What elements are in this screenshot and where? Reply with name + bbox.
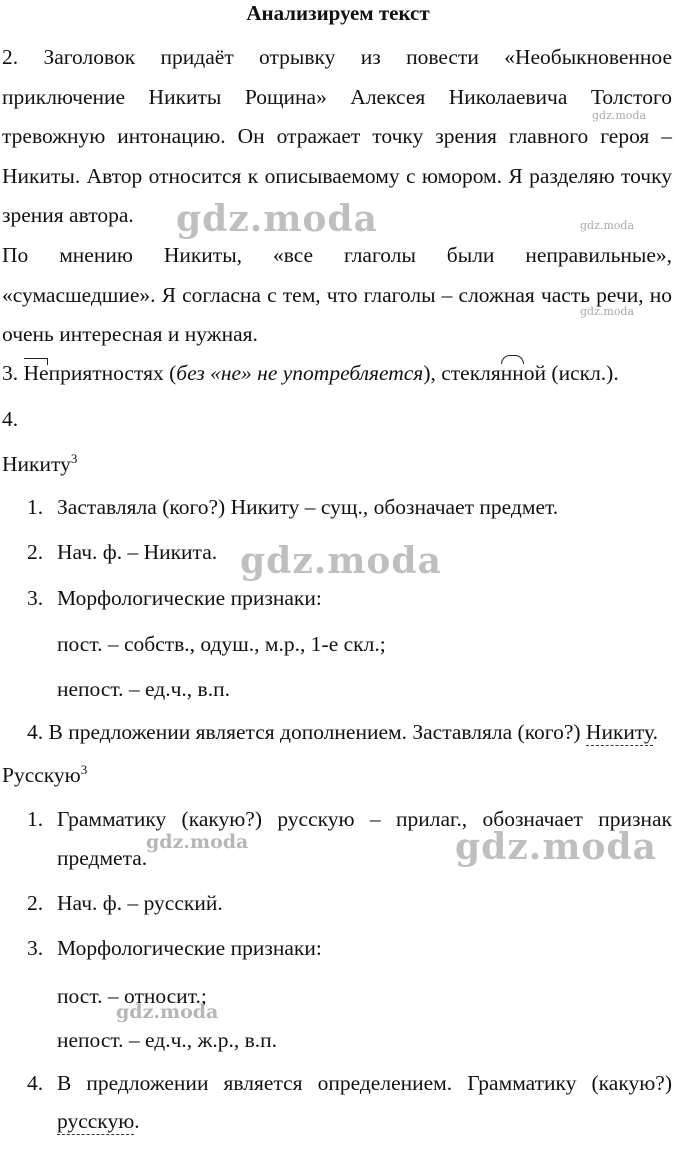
word1-nonconst-features: непост. – ед.ч., в.п. [57,677,230,701]
watermark-gdz-moda: gdz.moda [455,826,657,868]
watermark-gdz-moda: gdz.moda [176,198,378,240]
word1-item-2-text: Нач. ф. – Никита. [57,540,218,564]
word2-heading-sup: 3 [80,761,88,777]
watermark-gdz-moda: gdz.moda [146,831,249,853]
word2-item-3-number: 3. [27,936,44,960]
word1-item-3-number: 3. [27,586,44,610]
suffix-mark-nn: нн [500,361,524,385]
word2-item-1-number: 1. [27,807,44,831]
page-title: Анализируем текст [246,1,430,25]
word1-item-2-number: 2. [27,540,44,564]
item-3-number: 3. [2,361,19,385]
word2-item-1-line1: Грамматику (какую?) русскую – прилаг., обозначает признак [57,807,672,831]
word2-item-1-line2: предмета. [57,846,148,870]
word2-nonconst-features: непост. – ед.ч., ж.р., в.п. [57,1028,278,1052]
word2-heading [2,762,87,788]
watermark-gdz-moda-small: gdz.moda [592,109,647,122]
watermark-gdz-moda: gdz.moda [240,540,442,582]
word1-heading-sup: 3 [70,450,78,466]
word1-item-1-text: Заставляла (кого?) Никиту – сущ., обозначает предмет. [57,495,559,519]
word1-item-4-text: 4. В предложении является дополнением. Заставляла (кого?) [27,720,586,744]
word2-item-4-line2 [57,1108,140,1134]
word1-heading-text: Никиту [2,452,71,476]
word2-item-4-underlined-word: русскую [57,1109,135,1133]
paragraph-opinion: По мнению Никиты, «все глаголы были неправильные», «сумасшедшие». Я согласна с тем, что глаголы – сложная часть речи, но очень интересная и нужная. [2,243,672,346]
prefix-mark-ne: Не [23,361,49,385]
item-3 [2,360,619,386]
paragraph-2: 2. Заголовок придаёт отрывку из повести «Необыкновенное приключение Никиты Рощина» Алексея Николаевича Толстого тревожную интонацию. Он отражает точку зрения главного героя – Никиты. Автор относится к описываемому с юмором. Я разделяю точку зрения автора. [2,45,672,227]
word2-item-4-number: 4. [27,1071,44,1095]
item-3-word1-rest: приятностях ( [48,361,177,385]
watermark-gdz-moda-small: gdz.moda [580,219,635,232]
word2-item-2-text: Нач. ф. – русский. [57,891,223,915]
item-3-word2-rest: ой (искл.). [523,361,619,385]
word2-item-3-text: Морфологические признаки: [57,936,322,960]
word1-item-3-text: Морфологические признаки: [57,586,322,610]
word1-heading [2,451,77,477]
word2-heading-text: Русскую [2,763,81,787]
item-3-close: ), стекля [423,361,501,385]
item-4-number: 4. [2,407,19,431]
watermark-gdz-moda-small: gdz.moda [580,305,635,318]
word1-item-1-number: 1. [27,495,44,519]
item-3-note: без «не» не употребляется [176,361,424,385]
word2-item-2-number: 2. [27,891,44,915]
watermark-gdz-moda: gdz.moda [116,1001,219,1023]
word2-item-4-line1: В предложении является определением. Грамматику (какую?) [57,1071,672,1095]
word1-const-features: пост. – собств., одуш., м.р., 1-е скл.; [57,632,386,656]
word1-item-4-end: . [652,720,658,744]
word2-item-4-end: . [134,1109,140,1133]
word2-const-features: пост. – относит.; [57,984,207,1008]
word1-item-4 [27,719,658,745]
word1-item-4-underlined-word: Никиту [585,720,653,744]
